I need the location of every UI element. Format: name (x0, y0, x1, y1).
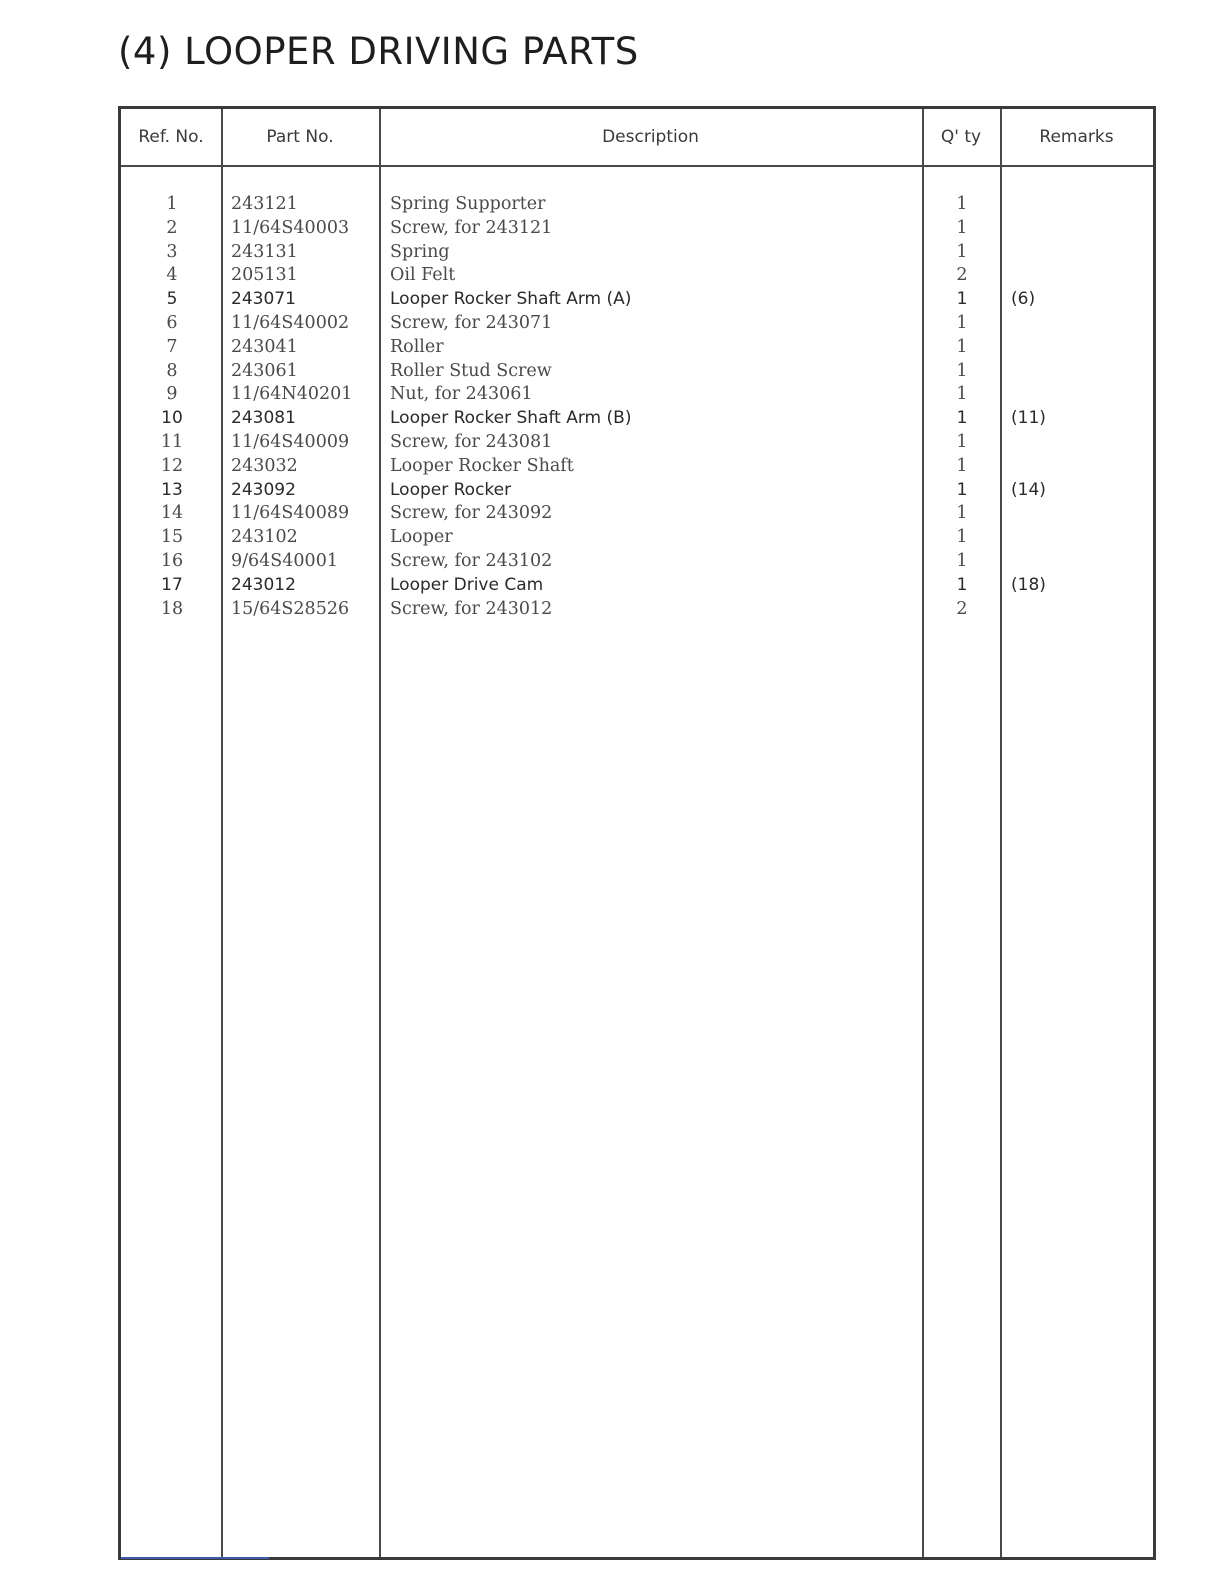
ref-no-cell: 12 (160, 455, 184, 476)
description-cell: Spring (390, 241, 450, 262)
ref-no-cell: 9 (166, 384, 178, 405)
part-no-cell: 243012 (231, 574, 296, 595)
description-cell: Oil Felt (390, 265, 456, 286)
ref-no-cell: 3 (166, 241, 178, 262)
part-no-cell: 243081 (231, 408, 296, 429)
quantity-cell: 1 (956, 289, 968, 310)
quantity-cell: 2 (956, 598, 968, 619)
remarks-cell: (11) (1011, 408, 1046, 429)
description-cell: Screw, for 243071 (390, 312, 553, 333)
table-row (121, 360, 1153, 384)
description-cell: Roller (390, 336, 444, 357)
ref-no-cell: 18 (160, 598, 184, 619)
quantity-cell: 2 (956, 265, 968, 286)
header-part-no: Part No. (266, 127, 334, 147)
table-row (121, 502, 1153, 526)
part-no-cell: 11/64N40201 (231, 384, 353, 405)
ref-no-cell: 10 (161, 408, 183, 429)
table-row (121, 455, 1153, 479)
description-cell: Looper Drive Cam (390, 574, 544, 595)
remarks-cell: (6) (1011, 289, 1036, 310)
table-row (121, 407, 1153, 431)
part-no-cell: 243071 (231, 289, 296, 310)
description-cell: Nut, for 243061 (390, 384, 533, 405)
table-row (121, 479, 1153, 503)
table-row (121, 598, 1153, 622)
page-title: (4) LOOPER DRIVING PARTS (118, 30, 639, 73)
table-row (121, 574, 1153, 598)
description-cell: Screw, for 243102 (390, 550, 553, 571)
remarks-cell: (18) (1011, 574, 1046, 595)
part-no-cell: 205131 (231, 265, 298, 286)
part-no-cell: 11/64S40009 (231, 431, 350, 452)
quantity-cell: 1 (956, 194, 968, 214)
part-no-cell: 243121 (231, 194, 298, 214)
header-description: Description (602, 127, 699, 147)
part-no-cell: 243131 (231, 241, 298, 262)
table-row (121, 526, 1153, 550)
description-cell: Screw, for 243092 (390, 503, 553, 524)
part-no-cell: 15/64S28526 (231, 598, 350, 619)
part-no-cell: 243061 (231, 360, 298, 381)
quantity-cell: 1 (956, 360, 968, 381)
ref-no-cell: 14 (160, 503, 184, 524)
table-row (121, 264, 1153, 288)
part-no-cell: 11/64S40002 (231, 312, 350, 333)
header-divider (121, 165, 1153, 167)
ref-no-cell: 8 (166, 360, 178, 381)
remarks-cell: (14) (1011, 479, 1046, 500)
table-row (121, 550, 1153, 574)
description-cell: Screw, for 243121 (390, 217, 553, 238)
table-row (121, 336, 1153, 360)
ref-no-cell: 17 (161, 574, 183, 595)
quantity-cell: 1 (956, 574, 968, 595)
description-cell: Looper Rocker Shaft Arm (A) (390, 289, 632, 310)
description-cell: Looper Rocker Shaft (390, 455, 574, 476)
ref-no-cell: 11 (160, 431, 184, 452)
table-row (121, 217, 1153, 241)
parts-table (118, 106, 1156, 1560)
description-cell: Looper Rocker (390, 479, 512, 500)
ref-no-cell: 7 (166, 336, 178, 357)
part-no-cell: 243041 (231, 336, 298, 357)
part-no-cell: 11/64S40003 (231, 217, 350, 238)
ref-no-cell: 15 (160, 527, 184, 548)
part-no-cell: 11/64S40089 (231, 503, 350, 524)
table-row (121, 241, 1153, 265)
table-row (121, 312, 1153, 336)
header-ref-no: Ref. No. (138, 127, 204, 147)
part-no-cell: 243102 (231, 527, 298, 548)
description-cell: Spring Supporter (390, 194, 546, 214)
quantity-cell: 1 (956, 550, 968, 571)
ref-no-cell: 1 (166, 194, 178, 214)
quantity-cell: 1 (956, 312, 968, 333)
description-cell: Roller Stud Screw (390, 360, 552, 381)
table-body (121, 193, 1153, 621)
table-row (121, 193, 1153, 217)
ref-no-cell: 2 (166, 217, 178, 238)
ref-no-cell: 16 (160, 550, 184, 571)
part-no-cell: 243092 (231, 479, 296, 500)
bottom-accent-line (121, 1557, 269, 1559)
description-cell: Looper (390, 527, 453, 548)
header-remarks: Remarks (1039, 127, 1114, 147)
quantity-cell: 1 (956, 408, 968, 429)
quantity-cell: 1 (956, 503, 968, 524)
table-row (121, 383, 1153, 407)
quantity-cell: 1 (956, 384, 968, 405)
description-cell: Screw, for 243081 (390, 431, 553, 452)
table-row (121, 288, 1153, 312)
part-no-cell: 9/64S40001 (231, 550, 338, 571)
ref-no-cell: 5 (166, 289, 178, 310)
quantity-cell: 1 (956, 431, 968, 452)
quantity-cell: 1 (956, 241, 968, 262)
quantity-cell: 1 (956, 527, 968, 548)
header-quantity: Q' ty (940, 127, 982, 147)
ref-no-cell: 4 (166, 265, 178, 286)
quantity-cell: 1 (956, 455, 968, 476)
quantity-cell: 1 (956, 217, 968, 238)
ref-no-cell: 6 (166, 312, 178, 333)
description-cell: Screw, for 243012 (390, 598, 553, 619)
quantity-cell: 1 (956, 479, 968, 500)
table-row (121, 431, 1153, 455)
quantity-cell: 1 (956, 336, 968, 357)
ref-no-cell: 13 (161, 479, 183, 500)
part-no-cell: 243032 (231, 455, 298, 476)
description-cell: Looper Rocker Shaft Arm (B) (390, 408, 632, 429)
